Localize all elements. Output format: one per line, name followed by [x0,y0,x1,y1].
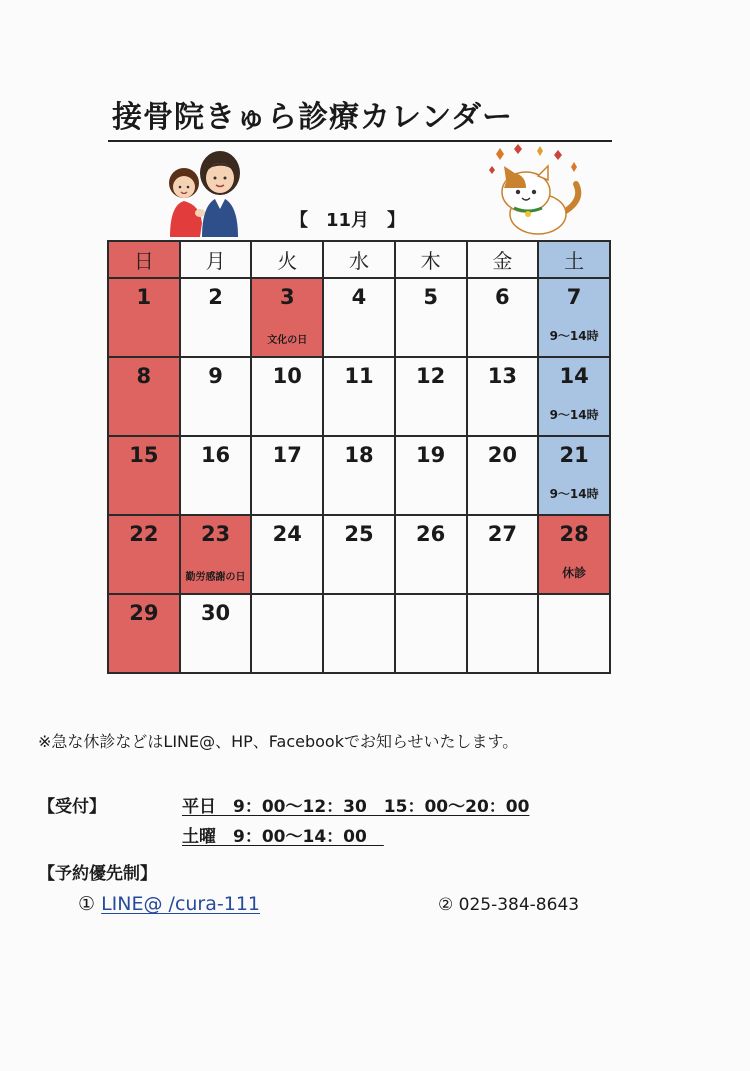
day-number: 7 [566,285,582,309]
day-cell [538,515,610,594]
day-number: 26 [416,522,446,546]
day-cell [108,278,180,357]
day-cell [538,278,610,357]
day-number: 20 [487,443,517,467]
saturday-hours: 土曜 9：00～14：00 [182,827,384,847]
day-cell [467,357,539,436]
cat-with-autumn-leaves-icon [488,140,588,236]
day-note: 9～14時 [549,408,599,422]
calendar-week [108,436,610,515]
day-cell [467,278,539,357]
day-number: 28 [559,522,589,546]
day-number: 16 [200,443,231,467]
calendar-title: 接骨院きゅら診療カレンダー [112,100,514,135]
day-cell [323,436,395,515]
day-number: 5 [423,285,438,309]
day-note: 勤労感謝の日 [185,572,246,583]
weekday-wed: 水 [323,241,395,278]
day-cell [180,357,252,436]
calendar-week [108,357,610,436]
weekday-thu: 木 [395,241,467,278]
day-number: 3 [279,285,295,309]
day-cell [108,357,180,436]
reception-heading: 【受付】 [38,797,106,817]
weekday-mon: 月 [180,241,252,278]
day-cell [180,515,252,594]
day-number: 8 [136,364,152,388]
day-number: 27 [487,522,517,546]
day-number: 12 [416,364,446,388]
day-cell [108,436,180,515]
day-number: 13 [487,364,517,388]
day-number: 19 [416,443,446,467]
weekday-sun: 日 [108,241,180,278]
day-cell [395,278,467,357]
weekday-fri: 金 [467,241,539,278]
day-number: 24 [272,522,302,546]
mother-and-child-icon [160,145,250,237]
day-number: 11 [344,364,374,388]
day-cell [538,594,610,673]
day-number: 25 [344,522,374,546]
day-number: 1 [136,285,152,309]
day-number: 23 [200,522,231,546]
day-cell [395,515,467,594]
day-cell [395,357,467,436]
day-note: 休診 [562,566,587,580]
day-number: 4 [351,285,367,309]
day-number: 22 [129,522,159,546]
day-number: 2 [208,285,223,309]
day-cell [251,515,323,594]
day-number: 6 [495,285,510,309]
day-number: 10 [272,364,302,388]
calendar-week [108,594,610,673]
day-cell [251,594,323,673]
day-cell [108,594,180,673]
day-cell [395,594,467,673]
line-id-link[interactable]: LINE@ /cura-111 [101,893,261,915]
month-label: 【 11月 】 [290,210,406,231]
day-cell [180,278,252,357]
day-cell [323,278,395,357]
day-number: 30 [200,601,231,625]
phone-number: ② 025-384-8643 [438,895,580,915]
day-cell [323,594,395,673]
day-number: 18 [344,443,374,467]
day-cell [251,278,323,357]
day-cell [251,436,323,515]
day-note: 9～14時 [549,329,599,343]
calendar-grid [107,240,611,674]
day-cell [323,357,395,436]
day-number: 15 [129,443,159,467]
weekday-sat: 土 [538,241,610,278]
day-cell [467,436,539,515]
reservation-heading: 【予約優先制】 [38,864,157,884]
day-cell [538,357,610,436]
day-cell [108,515,180,594]
day-number: 29 [129,601,159,625]
day-cell [323,515,395,594]
day-note: 9～14時 [549,487,599,501]
weekday-header-row [108,241,610,278]
day-note: 文化の日 [267,335,308,346]
day-cell [395,436,467,515]
weekday-tue: 火 [251,241,323,278]
line-contact [78,893,260,915]
calendar-week [108,515,610,594]
day-cell [180,594,252,673]
line-prefix: ① [78,893,96,915]
closure-notice: ※急な休診などはLINE@、HP、Facebookでお知らせいたします。 [38,732,519,751]
day-cell [467,594,539,673]
weekday-hours: 平日 9：00～12：30 15：00～20：00 [182,797,530,817]
day-number: 9 [208,364,223,388]
day-number: 21 [559,443,589,467]
day-cell [538,436,610,515]
day-cell [467,515,539,594]
day-cell [180,436,252,515]
day-number: 14 [559,364,589,388]
calendar-week [108,278,610,357]
day-cell [251,357,323,436]
day-number: 17 [272,443,302,467]
